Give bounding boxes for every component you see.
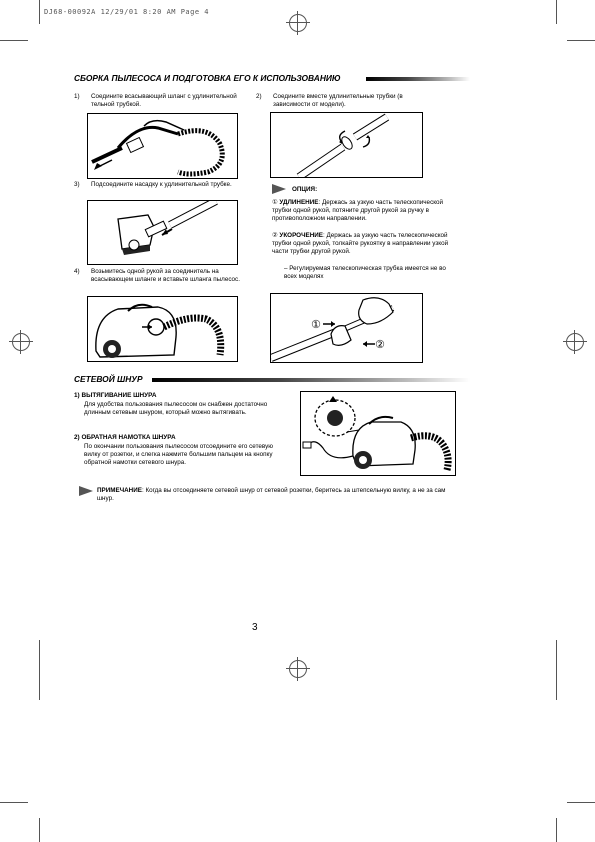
option-label: ОПЦИЯ: — [292, 186, 318, 193]
figure-label-two: ② — [375, 339, 385, 351]
crop-mark — [567, 802, 595, 803]
option-item-extend: ① УДЛИНЕНИЕ: Держась за узкую часть телескопической трубки одной рукой, потяните другой рукой за ручку в противоположном направлении. — [272, 199, 444, 222]
crop-mark — [567, 40, 595, 41]
figure-hose-insert — [87, 296, 238, 362]
option-item-shorten: ② УКОРОЧЕНИЕ: Держась за узкую часть телескопической трубки одной рукой, толкайте рукоятку в направлении узкой части трубки другой рукой. — [272, 232, 449, 255]
page-number: 3 — [252, 622, 258, 633]
crop-mark — [556, 818, 557, 842]
option-note-telescopic: – Регулируемая телескопическая трубка имеется не во всех моделях — [284, 265, 446, 280]
crop-mark — [0, 40, 28, 41]
section-title-assembly: СБОРКА ПЫЛЕСОСА И ПОДГОТОВКА ЕГО К ИСПОЛЬЗОВАНИЮ — [74, 73, 341, 83]
figure-nozzle-attach — [87, 200, 238, 265]
step-2: 2) Соедините вместе удлинительные трубки (в зависимости от модели). — [256, 93, 403, 108]
printer-slug: DJ68-00092A 12/29/01 8:20 AM Page 4 — [44, 8, 210, 16]
section-title-bar — [366, 77, 470, 81]
crop-mark — [39, 0, 40, 24]
step-3: 3) Подсоедините насадку к удлинительной трубке. — [74, 181, 232, 188]
cord-item-pull-heading: 1) ВЫТЯГИВАНИЕ ШНУРА — [74, 392, 157, 399]
registration-mark-icon — [12, 333, 30, 351]
figure-hose-attach — [87, 113, 238, 179]
registration-mark-icon — [566, 333, 584, 351]
figure-tubes-join — [270, 112, 423, 178]
registration-mark-icon — [289, 14, 307, 32]
step-1: 1) Соедините всасывающий шланг с удлинительной тельной трубкой. — [74, 93, 237, 108]
cord-item-rewind-heading: 2) ОБРАТНАЯ НАМОТКА ШНУРА — [74, 434, 176, 441]
crop-mark — [556, 640, 557, 700]
step-4: 4) Возьмитесь одной рукой за соединитель на всасывающем шланге и вставьте шланга пылесос. — [74, 268, 240, 283]
cord-item-pull-text: Для удобства пользования пылесосом он снабжен достаточно длинным сетевым шнуром, который можно вытягивать. — [84, 401, 268, 416]
figure-cord-rewind — [300, 391, 456, 476]
section-title-cord: СЕТЕВОЙ ШНУР — [74, 374, 143, 384]
section-title-bar — [152, 378, 470, 382]
option-arrow-icon — [272, 184, 286, 194]
crop-mark — [39, 640, 40, 700]
figure-telescopic-tube — [270, 293, 423, 363]
note-unplug: ПРИМЕЧАНИЕ: Когда вы отсоединяете сетевой шнур от сетевой розетки, беритесь за штепсельную вилку, а не за сам шнур. — [97, 487, 446, 502]
cord-item-rewind-text: По окончании пользования пылесосом отсоедините его сетевую вилку от розетки, и слегка нажмите большим пальцем на кнопку обратной намотки сетевого шнура. — [84, 443, 273, 466]
figure-label-one: ① — [311, 319, 321, 331]
crop-mark — [39, 818, 40, 842]
registration-mark-icon — [289, 660, 307, 678]
crop-mark — [0, 802, 28, 803]
crop-mark — [556, 0, 557, 24]
note-arrow-icon — [79, 486, 93, 496]
